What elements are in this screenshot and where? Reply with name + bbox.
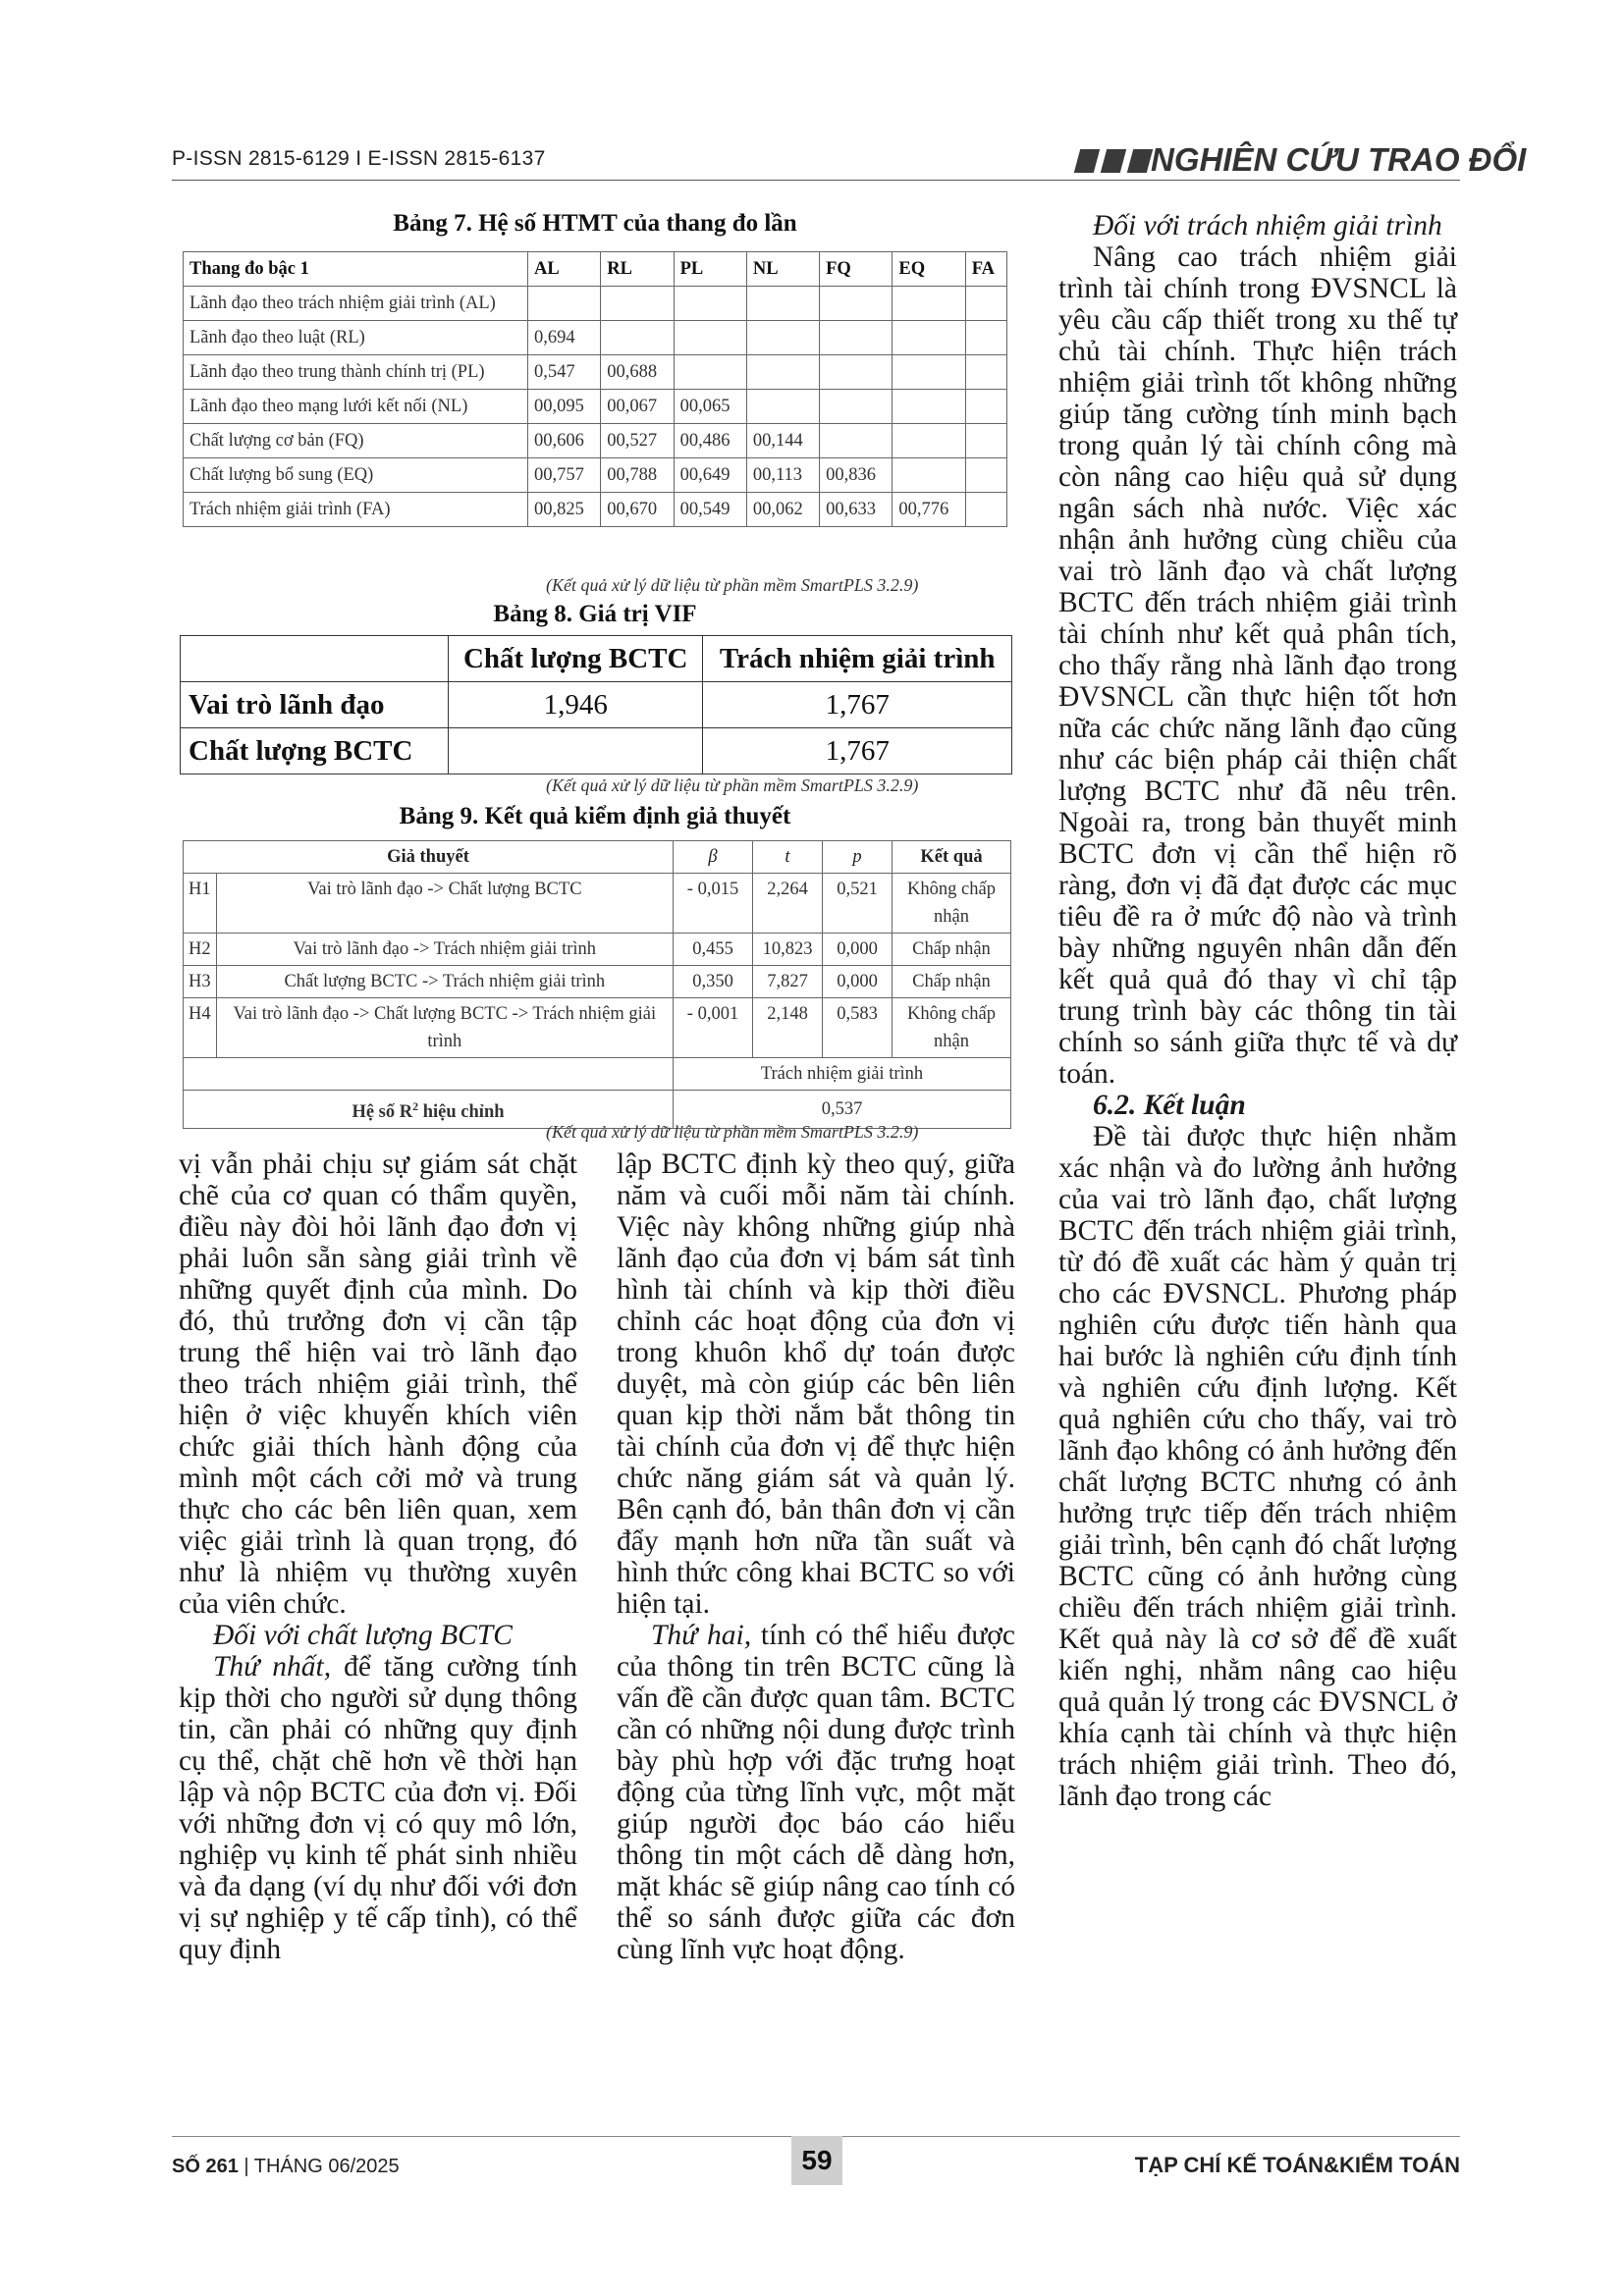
page-number: 59	[791, 2136, 842, 2185]
table9-col-header: Kết quả	[893, 841, 1011, 874]
table7-cell: 00,062	[746, 493, 819, 527]
table7-row-label: Chất lượng bổ sung (EQ)	[184, 458, 528, 493]
table7-cell	[893, 390, 965, 424]
table7-cell	[746, 321, 819, 355]
table7-cell	[746, 390, 819, 424]
table9-r2-label: Hệ số $R^2$ hiệu chỉnh	[184, 1091, 674, 1129]
table9-t: 7,827	[753, 966, 823, 998]
issn-header: P-ISSN 2815-6129 I E-ISSN 2815-6137	[172, 147, 546, 170]
table7-col-header: FQ	[820, 252, 893, 287]
table9-result: Không chấp nhận	[893, 998, 1011, 1058]
table7-cell	[893, 424, 965, 458]
table7-cell: 00,144	[746, 424, 819, 458]
table9-path: Vai trò lãnh đạo -> Chất lượng BCTC -> Trách nhiệm giải trình	[216, 998, 673, 1058]
table7-cell	[820, 355, 893, 390]
table9-hypothesis-id: H1	[184, 874, 217, 934]
table9-beta: - 0,001	[674, 998, 753, 1058]
table9	[183, 840, 1011, 1129]
table7-cell	[674, 287, 746, 321]
table7-cell: 00,649	[674, 458, 746, 493]
table7-cell: 00,065	[674, 390, 746, 424]
table7-cell	[674, 321, 746, 355]
table8-source-note: (Kết quả xử lý dữ liệu từ phần mềm SmartPLS 3.2.9)	[546, 775, 919, 795]
table7-cell: 00,757	[528, 458, 601, 493]
table7-cell	[674, 355, 746, 390]
table7-col-header: NL	[746, 252, 819, 287]
table7-cell: 0,547	[528, 355, 601, 390]
table9-hypothesis-id: H3	[184, 966, 217, 998]
table7-cell: 00,788	[601, 458, 674, 493]
table9-p: 0,000	[823, 934, 893, 966]
table7-cell: 00,633	[820, 493, 893, 527]
table7-title: Bảng 7. Hệ số HTMT của thang đo lần	[393, 210, 797, 237]
table7-cell	[965, 390, 1006, 424]
table9-title: Bảng 9. Kết quả kiểm định giả thuyết	[399, 803, 791, 829]
table7-cell	[965, 493, 1006, 527]
table9-path: Vai trò lãnh đạo -> Trách nhiệm giải trình	[216, 934, 673, 966]
table-row	[184, 321, 1007, 355]
table9-path: Chất lượng BCTC -> Trách nhiệm giải trình	[216, 966, 673, 998]
table7-cell: 00,606	[528, 424, 601, 458]
section-heading: 6.2. Kết luận	[1093, 1090, 1246, 1121]
journal-name: TẠP CHÍ KẾ TOÁN&KIỂM TOÁN	[1134, 2153, 1460, 2177]
table9-result: Chấp nhận	[893, 966, 1011, 998]
table7-row-label: Lãnh đạo theo mạng lưới kết nối (NL)	[184, 390, 528, 424]
table8-col-header: Trách nhiệm giải trình	[703, 636, 1012, 682]
table9-col-header: t	[753, 841, 823, 874]
table7-cell: 00,095	[528, 390, 601, 424]
body-column-2	[617, 1148, 1015, 1965]
table9-empty-cell	[184, 1058, 674, 1091]
table-row	[184, 998, 1011, 1058]
table7-cell: 00,113	[746, 458, 819, 493]
table7-row-label: Lãnh đạo theo trung thành chính trị (PL)	[184, 355, 528, 390]
paragraph: Đề tài được thực hiện nhằm xác nhận và đo lường ảnh hưởng của vai trò lãnh đạo, chất lượng BCTC đến trách nhiệm giải trình, từ đó đề xuất các hàm ý quản trị cho các ĐVSNCL. Phương pháp nghiên cứu được tiến hành qua hai bước là nghiên cứu định tính và nghiên cứu định lượng. Kết quả nghiên cứu cho thấy, vai trò lãnh đạo không có ảnh hưởng đến chất lượng BCTC nhưng có ảnh hưởng trực tiếp đến trách nhiệm giải trình, bên cạnh đó chất lượng BCTC cũng có ảnh hưởng cùng chiều đến trách nhiệm giải trình. Kết quả này là cơ sở để đề xuất kiến nghị, nhằm nâng cao hiệu quả quản lý trong các ĐVSNCL ở khía cạnh tài chính và thực hiện trách nhiệm giải trình. Theo đó, lãnh đạo trong các	[1058, 1121, 1457, 1812]
paragraph: vị vẫn phải chịu sự giám sát chặt chẽ của cơ quan có thẩm quyền, điều này đòi hỏi lãnh đạo đơn vị phải luôn sẵn sàng giải trình về những quyết định của mình. Do đó, thủ trưởng đơn vị cần tập trung thể hiện vai trò lãnh đạo theo trách nhiệm giải trình, thể hiện ở việc khuyến khích viên chức giải thích hành động của mình một cách cởi mở và trung thực cho các bên liên quan, xem việc giải trình là quan trọng, đó như là nhiệm vụ thường xuyên của viên chức.	[179, 1148, 577, 1620]
table7-cell: 00,688	[601, 355, 674, 390]
table7-cell: 00,825	[528, 493, 601, 527]
table-row	[184, 493, 1007, 527]
table9-p: 0,521	[823, 874, 893, 934]
header-bars-decoration	[1077, 149, 1150, 173]
table-row	[184, 458, 1007, 493]
table9-beta: 0,455	[674, 934, 753, 966]
table9-p: 0,000	[823, 966, 893, 998]
table7-cell: 00,670	[601, 493, 674, 527]
table7-cell: 00,776	[893, 493, 965, 527]
table7-col-header: RL	[601, 252, 674, 287]
table-row	[181, 682, 1012, 728]
table9-result: Không chấp nhận	[893, 874, 1011, 934]
table9-p: 0,583	[823, 998, 893, 1058]
table7-row-label: Lãnh đạo theo luật (RL)	[184, 321, 528, 355]
table9-col-header: β	[674, 841, 753, 874]
table7-cell: 0,694	[528, 321, 601, 355]
table9-t: 10,823	[753, 934, 823, 966]
table7-cell	[893, 458, 965, 493]
table7-col-header: Thang đo bậc 1	[184, 252, 528, 287]
table9-col-header: Giả thuyết	[184, 841, 674, 874]
table9-path: Vai trò lãnh đạo -> Chất lượng BCTC	[216, 874, 673, 934]
issue-info: SỐ 261 | THÁNG 06/2025	[172, 2156, 400, 2177]
table7-cell: 00,067	[601, 390, 674, 424]
table-row	[184, 390, 1007, 424]
table7	[183, 251, 1007, 527]
table7-cell	[601, 287, 674, 321]
table7-cell	[746, 287, 819, 321]
paragraph: Nâng cao trách nhiệm giải trình tài chính trong ĐVSNCL là yêu cầu cấp thiết trong xu thế tự chủ tài chính. Thực hiện trách nhiệm giải trình tốt không những giúp tăng cường tính minh bạch trong quản lý tài chính công mà còn nâng cao hiệu quả sử dụng ngân sách nhà nước. Việc xác nhận ảnh hưởng cùng chiều của vai trò lãnh đạo và chất lượng BCTC đến trách nhiệm giải trình tài chính như kết quả phân tích, cho thấy rằng nhà lãnh đạo trong ĐVSNCL cần thực hiện tốt hơn nữa các chức năng lãnh đạo cũng như các biện pháp cải thiện chất lượng BCTC như đã nêu trên. Ngoài ra, trong bản thuyết minh BCTC đơn vị cần thể hiện rõ ràng, đơn vị đã đạt được các mục tiêu đề ra ở mức độ nào và trình bày những nguyên nhân dẫn đến kết quả quả đó thay vì chỉ tập trung trình bày các thông tin tài chính so sánh giữa thực tế và dự toán.	[1058, 241, 1457, 1090]
table9-beta: - 0,015	[674, 874, 753, 934]
table7-cell: 00,527	[601, 424, 674, 458]
table-row	[184, 966, 1011, 998]
table7-col-header: EQ	[893, 252, 965, 287]
table7-col-header: FA	[965, 252, 1006, 287]
paragraph: lập BCTC định kỳ theo quý, giữa năm và cuối mỗi năm tài chính. Việc này không những giúp nhà lãnh đạo của đơn vị bám sát tình hình tài chính và kịp thời điều chỉnh các hoạt động của đơn vị trong khuôn khổ dự toán được duyệt, mà còn giúp các bên liên quan kịp thời nắm bắt thông tin tài chính của đơn vị để thực hiện chức năng giám sát và quản lý. Bên cạnh đó, bản thân đơn vị cần đẩy mạnh hơn nữa tần suất và hình thức công khai BCTC so với hiện tại.	[617, 1148, 1015, 1620]
table7-row-label: Trách nhiệm giải trình (FA)	[184, 493, 528, 527]
table8-row-label: Chất lượng BCTC	[181, 728, 449, 774]
table9-header-row	[184, 841, 1011, 874]
table-row	[181, 728, 1012, 774]
table9-t: 2,148	[753, 998, 823, 1058]
table8-cell: 1,767	[703, 682, 1012, 728]
table-row	[184, 287, 1007, 321]
table7-cell	[528, 287, 601, 321]
table9-beta: 0,350	[674, 966, 753, 998]
table7-cell	[965, 458, 1006, 493]
table7-header-row	[184, 252, 1007, 287]
table8-col-header: Chất lượng BCTC	[449, 636, 703, 682]
table-row	[184, 355, 1007, 390]
table7-cell	[965, 287, 1006, 321]
subheading: Đối với trách nhiệm giải trình	[1093, 210, 1442, 241]
table7-cell: 00,549	[674, 493, 746, 527]
table8-header-row	[181, 636, 1012, 682]
table7-cell	[820, 321, 893, 355]
table8-row-label: Vai trò lãnh đạo	[181, 682, 449, 728]
table-row	[184, 874, 1011, 934]
section-title: NGHIÊN CỨU TRAO ĐỔI	[1151, 141, 1527, 178]
table9-r2-value: 0,537	[674, 1091, 1011, 1129]
table-row	[184, 1058, 1011, 1091]
table8-cell: 1,946	[449, 682, 703, 728]
table7-cell	[893, 355, 965, 390]
table9-source-note: (Kết quả xử lý dữ liệu từ phần mềm SmartPLS 3.2.9)	[546, 1122, 919, 1142]
table7-cell	[820, 390, 893, 424]
header-divider	[172, 180, 1460, 181]
table8	[180, 635, 1012, 774]
table7-col-header: PL	[674, 252, 746, 287]
table7-row-label: Lãnh đạo theo trách nhiệm giải trình (AL)	[184, 287, 528, 321]
table8-cell: 1,767	[703, 728, 1012, 774]
table9-hypothesis-id: H2	[184, 934, 217, 966]
table7-cell: 00,486	[674, 424, 746, 458]
table7-cell	[965, 355, 1006, 390]
body-column-3	[1058, 210, 1457, 1812]
subheading: Đối với chất lượng BCTC	[213, 1620, 513, 1651]
table7-source-note: (Kết quả xử lý dữ liệu từ phần mềm SmartPLS 3.2.9)	[546, 575, 919, 595]
table7-cell	[965, 424, 1006, 458]
table-row	[184, 424, 1007, 458]
table9-result: Chấp nhận	[893, 934, 1011, 966]
body-column-1	[179, 1148, 577, 1965]
table7-cell	[965, 321, 1006, 355]
table8-title: Bảng 8. Giá trị VIF	[493, 601, 697, 627]
table7-cell	[820, 287, 893, 321]
table7-cell	[893, 321, 965, 355]
paragraph: Thứ hai, tính có thể hiểu được của thông tin trên BCTC cũng là vấn đề cần được quan tâm. BCTC cần có những nội dung được trình bày phù hợp với đặc trưng hoạt động của từng lĩnh vực, một mặt giúp người đọc báo cáo hiểu thông tin một cách dễ dàng hơn, mặt khác sẽ giúp nâng cao tính có thể so sánh được giữa các đơn cùng lĩnh vực hoạt động.	[617, 1620, 1015, 1965]
table7-cell	[601, 321, 674, 355]
table9-sub-header: Trách nhiệm giải trình	[674, 1058, 1011, 1091]
table9-t: 2,264	[753, 874, 823, 934]
table7-cell	[820, 424, 893, 458]
table9-col-header: p	[823, 841, 893, 874]
table7-cell: 00,836	[820, 458, 893, 493]
table7-cell	[893, 287, 965, 321]
table7-row-label: Chất lượng cơ bản (FQ)	[184, 424, 528, 458]
paragraph: Thứ nhất, để tăng cường tính kịp thời cho người sử dụng thông tin, cần phải có những quy định cụ thể, chặt chẽ hơn về thời hạn lập và nộp BCTC của đơn vị. Đối với những đơn vị có quy mô lớn, nghiệp vụ kinh tế phát sinh nhiều và đa dạng (ví dụ như đối với đơn vị sự nghiệp y tế cấp tỉnh), có thể quy định	[179, 1651, 577, 1965]
table9-hypothesis-id: H4	[184, 998, 217, 1058]
table-row	[184, 934, 1011, 966]
table8-cell	[449, 728, 703, 774]
table7-cell	[746, 355, 819, 390]
table7-col-header: AL	[528, 252, 601, 287]
table8-col-header	[181, 636, 449, 682]
